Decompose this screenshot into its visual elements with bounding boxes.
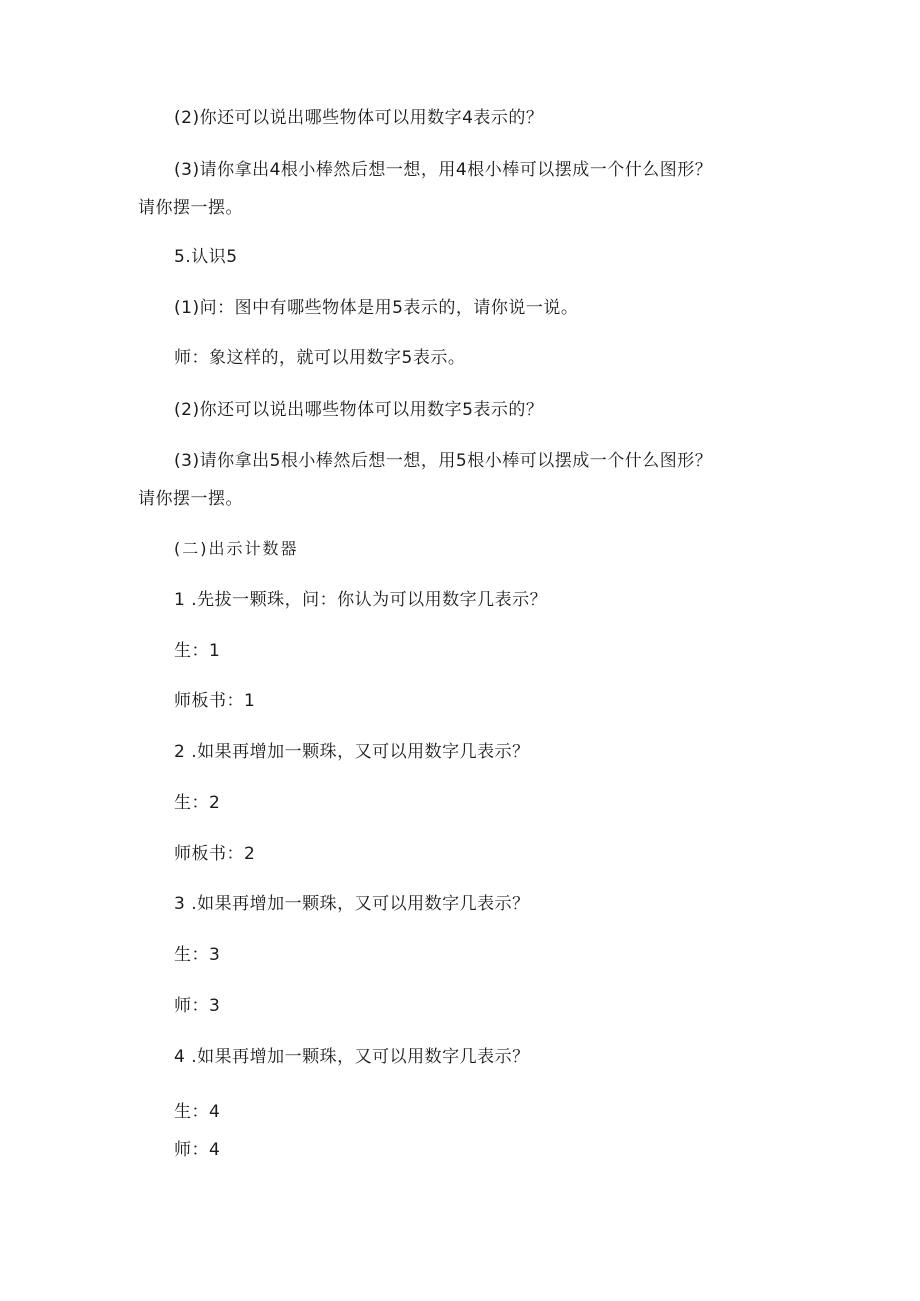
list-item: 2 .如果再增加一颗珠，又可以用数字几表示？ [174,742,530,762]
paragraph-line: (3)请你拿出5根小棒然后想一想，用5根小棒可以摆成一个什么图形？ [174,451,713,471]
paragraph-line: (3)请你拿出4根小棒然后想一想，用4根小棒可以摆成一个什么图形？ [174,160,713,180]
paragraph-line: 请你摆一摆。 [138,489,243,509]
paragraph-line: 师板书：2 [174,844,256,864]
list-item: 3 .如果再增加一颗珠，又可以用数字几表示？ [174,894,530,914]
paragraph-line: 生：2 [174,793,221,813]
paragraph-line: 师板书：1 [174,691,256,711]
paragraph-line: 生：1 [174,641,221,661]
paragraph-line: 师：3 [174,996,221,1016]
paragraph-line: (2)你还可以说出哪些物体可以用数字4表示的？ [174,108,544,128]
section-heading: (二)出示计数器 [174,539,299,558]
paragraph-line: 师：象这样的，就可以用数字5表示。 [174,348,466,368]
paragraph-line: 生：4 [174,1102,221,1122]
list-item: 4 .如果再增加一颗珠，又可以用数字几表示？ [174,1047,530,1067]
paragraph-line: 请你摆一摆。 [138,198,243,218]
list-item: 1 .先拔一颗珠，问：你认为可以用数字几表示？ [174,590,548,610]
paragraph-line: (2)你还可以说出哪些物体可以用数字5表示的？ [174,400,544,420]
paragraph-line: 生：3 [174,945,221,965]
paragraph-line: 师：4 [174,1140,221,1160]
section-heading: 5.认识5 [174,247,238,267]
paragraph-line: (1)问：图中有哪些物体是用5表示的，请你说一说。 [174,298,579,318]
